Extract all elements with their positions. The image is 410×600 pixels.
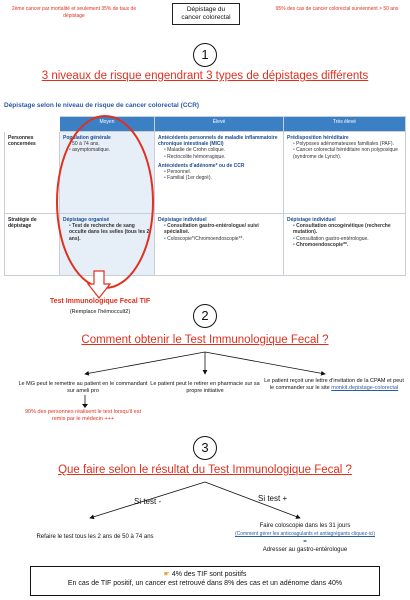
header-right-stat: 95% des cas de cancer colorectal surviennent > 50 ans	[275, 6, 399, 12]
page-title: Dépistage du cancer colorectal	[172, 3, 240, 25]
positive-label: Si test +	[258, 494, 288, 503]
tif-label: Test Immunologique Fecal TIF	[49, 298, 151, 305]
monkit-link[interactable]: monkit.depistage-colorectal	[331, 385, 399, 391]
branch-arrows	[0, 350, 410, 380]
equals-sign: =	[303, 539, 307, 545]
option-mg-note: 90% des personnes réalisent le test lorsqu'il est remis par le médecin +++	[24, 409, 141, 422]
anticoagulants-link[interactable]: (Comment gérer les anticoagulants et antiagrégants cliquez-ici)	[234, 531, 376, 537]
table-cell: Dépistage individuel • Consultation gastro-entérologue/ suivi spécialisé. • Coloscopie*/Chromoendoscopie**.	[155, 214, 284, 276]
row-header-strategie: Stratégie de dépistage	[5, 214, 60, 276]
column-header-moyen: Moyen	[60, 117, 155, 132]
small-arrow-icon	[80, 395, 90, 409]
negative-label: Si test -	[134, 497, 162, 506]
down-arrow-icon	[86, 270, 112, 300]
table-cell: Antécédents personnels de maladie inflammatoire chronique intestinale (MICI) • Maladie de Crohn colique. • Rectocolite hémorragique. Antécédents d'adénome* ou de CCR • Personnel. • Familial (1er degré).	[155, 132, 284, 214]
option-cpam: Le patient reçoit une lettre d'invitation de la CPAM et peut le commander sur le site monkit.depistage-colorectal	[264, 378, 404, 391]
stats-line-2: En cas de TIF positif, un cancer est retrouvé dans 8% des cas et un adénome dans 40%	[67, 580, 343, 587]
row-header-personnes: Personnes concernées	[5, 132, 60, 214]
step-number-2: 2	[193, 304, 217, 328]
positive-action-2: Adresser au gastro-entérologue	[262, 547, 348, 553]
table-cell: Dépistage individuel • Consultation oncogénétique (recherche mutation). • Consultation gastro-entérologue. • Chromoendoscopie**.	[284, 214, 406, 276]
table-cell: Dépistage organisé • Test de recherche de sang occulte dans les selles (tous les 2 ans).	[60, 214, 155, 276]
negative-action: Refaire le test tous les 2 ans de 50 à 74 ans	[36, 534, 154, 540]
option-pharmacie: Le patient peut le retirer en pharmacie sur sa propre initiative	[150, 381, 260, 394]
tif-sub: (Remplace l'hémoccult2)	[69, 309, 131, 315]
positive-action: Faire coloscopie dans les 31 jours	[259, 523, 351, 529]
header-left-stat: 2ème cancer par mortalité et seulement 35% de taux de dépistage	[11, 6, 137, 19]
result-arrows	[0, 480, 410, 520]
table-cell: Population générale • 50 à 74 ans. • asymptomatique.	[60, 132, 155, 214]
column-header-eleve: Élevé	[155, 117, 284, 132]
table-title: Dépistage selon le niveau de risque de cancer colorectal (CCR)	[4, 102, 200, 109]
option-mg: Le MG peut le remettre au patient en le commandant sur ameli pro	[18, 381, 148, 394]
hand-pointing-icon: ☛	[163, 571, 170, 578]
section3-heading: Que faire selon le résultat du Test Immunologique Fecal ?	[58, 464, 352, 476]
stats-box: ☛ 4% des TIF sont positifs En cas de TIF positif, un cancer est retrouvé dans 8% des cas et un adénome dans 40%	[30, 566, 380, 596]
section1-heading: 3 niveaux de risque engendrant 3 types de dépistages différents	[41, 70, 369, 82]
section2-heading: Comment obtenir le Test Immunologique Fecal ?	[81, 334, 329, 346]
column-header-tres-eleve: Très élevé	[284, 117, 406, 132]
table-cell: Prédisposition héréditaire • Polyposes adénomateuses familiales (PAF). • Cancer colorectal héréditaire non polyposique (syndrome de Lynch).	[284, 132, 406, 214]
step-number-1: 1	[193, 43, 217, 67]
step-number-3: 3	[193, 436, 217, 460]
